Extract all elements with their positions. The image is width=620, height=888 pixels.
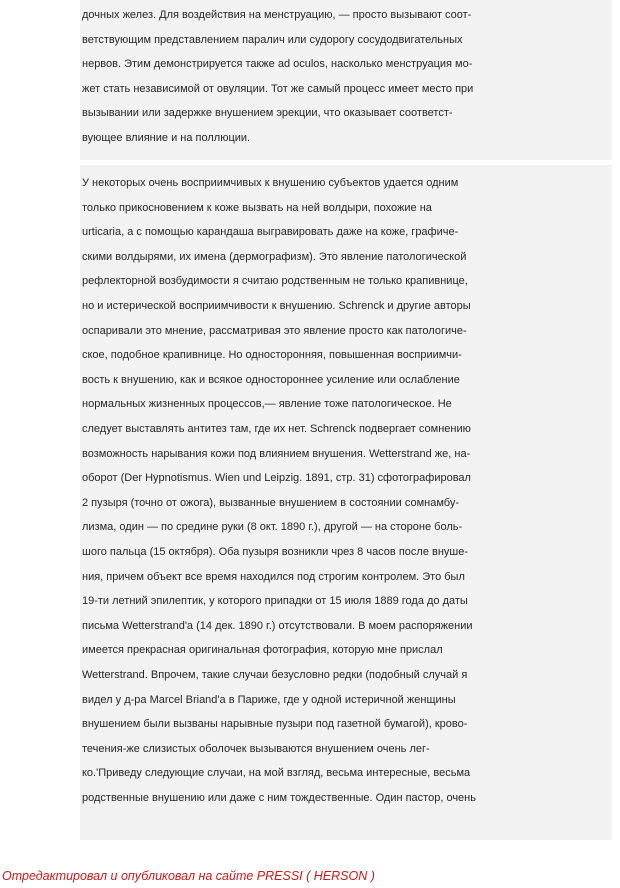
text-line: вызывании или задержке внушением эрекции, что оказывает соответст-: [82, 107, 453, 120]
text-line: Wetterstrand. Впрочем, такие случаи безусловно редки (подобный случай я: [82, 669, 468, 681]
text-line: рефлекторной возбудимости я считаю родственным не только крапивнице,: [82, 275, 468, 288]
text-line: родственные внушению или даже с ним тождественные. Один пастор, очень: [82, 792, 476, 804]
text-line: только прикосновением к коже вызвать на ней волдыри, похожие на: [82, 201, 432, 214]
text-line: ния, причем объект все время находился под строгим контролем. Это был: [82, 570, 465, 583]
text-line: следует выставлять антитез там, где их нет. Schrenck подвергает сомнению: [82, 423, 471, 435]
text-line: вость к внушению, как и всякое одностороннее усиление или ослабление: [82, 373, 460, 386]
text-line: вующее влияние и на поллюции.: [82, 132, 251, 144]
text-line: течения-же слизистых оболочек вызываются внушением очень лег-: [82, 742, 430, 755]
text-line: письма Wetterstrand'a (14 дек. 1890 г.) отсутствовали. В моем распоряжении: [82, 619, 473, 632]
text-line: скими волдырями, их имена (дермографизм). Это явление патологической: [82, 250, 467, 263]
paragraph-1: [80, 0, 612, 160]
text-line: лизма, один — по средине руки (8 окт. 1890 г.), другой — на стороне боль-: [82, 521, 463, 534]
publisher-footer: Отредактировал и опубликовал на сайте PRESSI ( HERSON ): [2, 869, 375, 883]
text-line: ветствующим представлением паралич или судорогу сосудодвигательных: [82, 33, 463, 46]
text-line: ское, подобное крапивнице. Но односторонняя, повышенная восприимчи-: [82, 349, 462, 362]
text-line: внушением были вызваны нарывные пузыри под газетной бумагой), крово-: [82, 718, 468, 731]
text-line: возможность нарывания кожи под влиянием внушения. Wetterstrand же, на-: [82, 447, 471, 460]
text-line: оспаривали это мнение, рассматривая это явление просто как патологиче-: [82, 324, 467, 337]
text-line: но и истерической восприимчивости к внушению. Schrenck и другие авторы: [82, 300, 471, 312]
text-line: У некоторых очень восприимчивых к внушению субъектов удается одним: [82, 177, 459, 189]
text-line: дочных желез. Для воздействия на менструацию, — просто вызывают соот-: [82, 9, 472, 21]
text-line: 2 пузыря (точно от ожога), вызванные внушением в состоянии сомнамбу-: [82, 496, 460, 509]
text-line: оборот (Der Hypnotismus. Wien und Leipzig. 1891, стр. 31) сфотографировал: [82, 472, 471, 485]
text-line: имеется прекрасная оригинальная фотография, которую мне прислал: [82, 644, 443, 657]
paragraph-2: [80, 165, 612, 840]
text-line: жет стать независимой от овуляции. Тот же самый процесс имеет место при: [82, 82, 474, 95]
text-line: ко.'Приведу следующие случаи, на мой взгляд, весьма интересные, весьма: [82, 767, 471, 780]
text-line: видел у д-ра Marcel Briand'a в Париже, где у одной истеричной женщины: [82, 693, 456, 706]
text-line: шого пальца (15 октября). Оба пузыря возникли чрез 8 часов после внуше-: [82, 546, 469, 558]
text-line: 19-ти летний эпилептик, у которого припадки от 15 июля 1889 года до даты: [82, 595, 468, 608]
text-line: нормальных жизненных процессов,— явление тоже патологическое. Не: [82, 398, 452, 411]
text-line: нервов. Этим демонстрируется также ad oculos, насколько менструация мо-: [82, 58, 473, 71]
text-line: urticaria, а с помощью карандаша выгравировать даже на коже, графиче-: [82, 226, 459, 239]
